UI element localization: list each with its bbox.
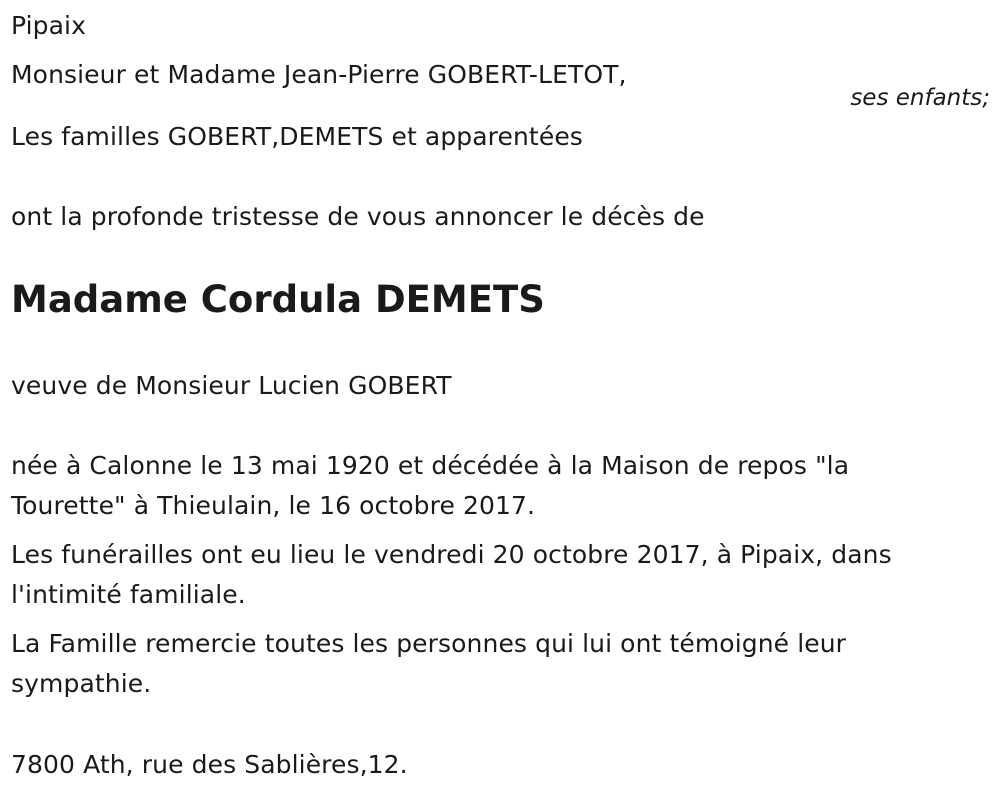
- announcement-text: ont la profonde tristesse de vous annoncer le décès de: [11, 202, 705, 231]
- funeral-details: Les funérailles ont eu lieu le vendredi 20 octobre 2017, à Pipaix, dans l'intimité familiale.: [11, 540, 892, 609]
- family-line-1: Monsieur et Madame Jean-Pierre GOBERT-LETOT,: [11, 60, 627, 89]
- deceased-name: Madame Cordula DEMETS: [11, 278, 545, 321]
- birth-death-details: née à Calonne le 13 mai 1920 et décédée à la Maison de repos "la Tourette" à Thieulain, le 16 octobre 2017.: [11, 451, 850, 520]
- thanks-text: La Famille remercie toutes les personnes qui lui ont témoigné leur sympathie.: [11, 629, 847, 698]
- address: 7800 Ath, rue des Sablières,12.: [11, 750, 408, 779]
- widow-of: veuve de Monsieur Lucien GOBERT: [11, 371, 452, 400]
- place: Pipaix: [11, 11, 87, 40]
- family-note: ses enfants;: [850, 85, 990, 111]
- family-line-2: Les familles GOBERT,DEMETS et apparentées: [11, 122, 583, 151]
